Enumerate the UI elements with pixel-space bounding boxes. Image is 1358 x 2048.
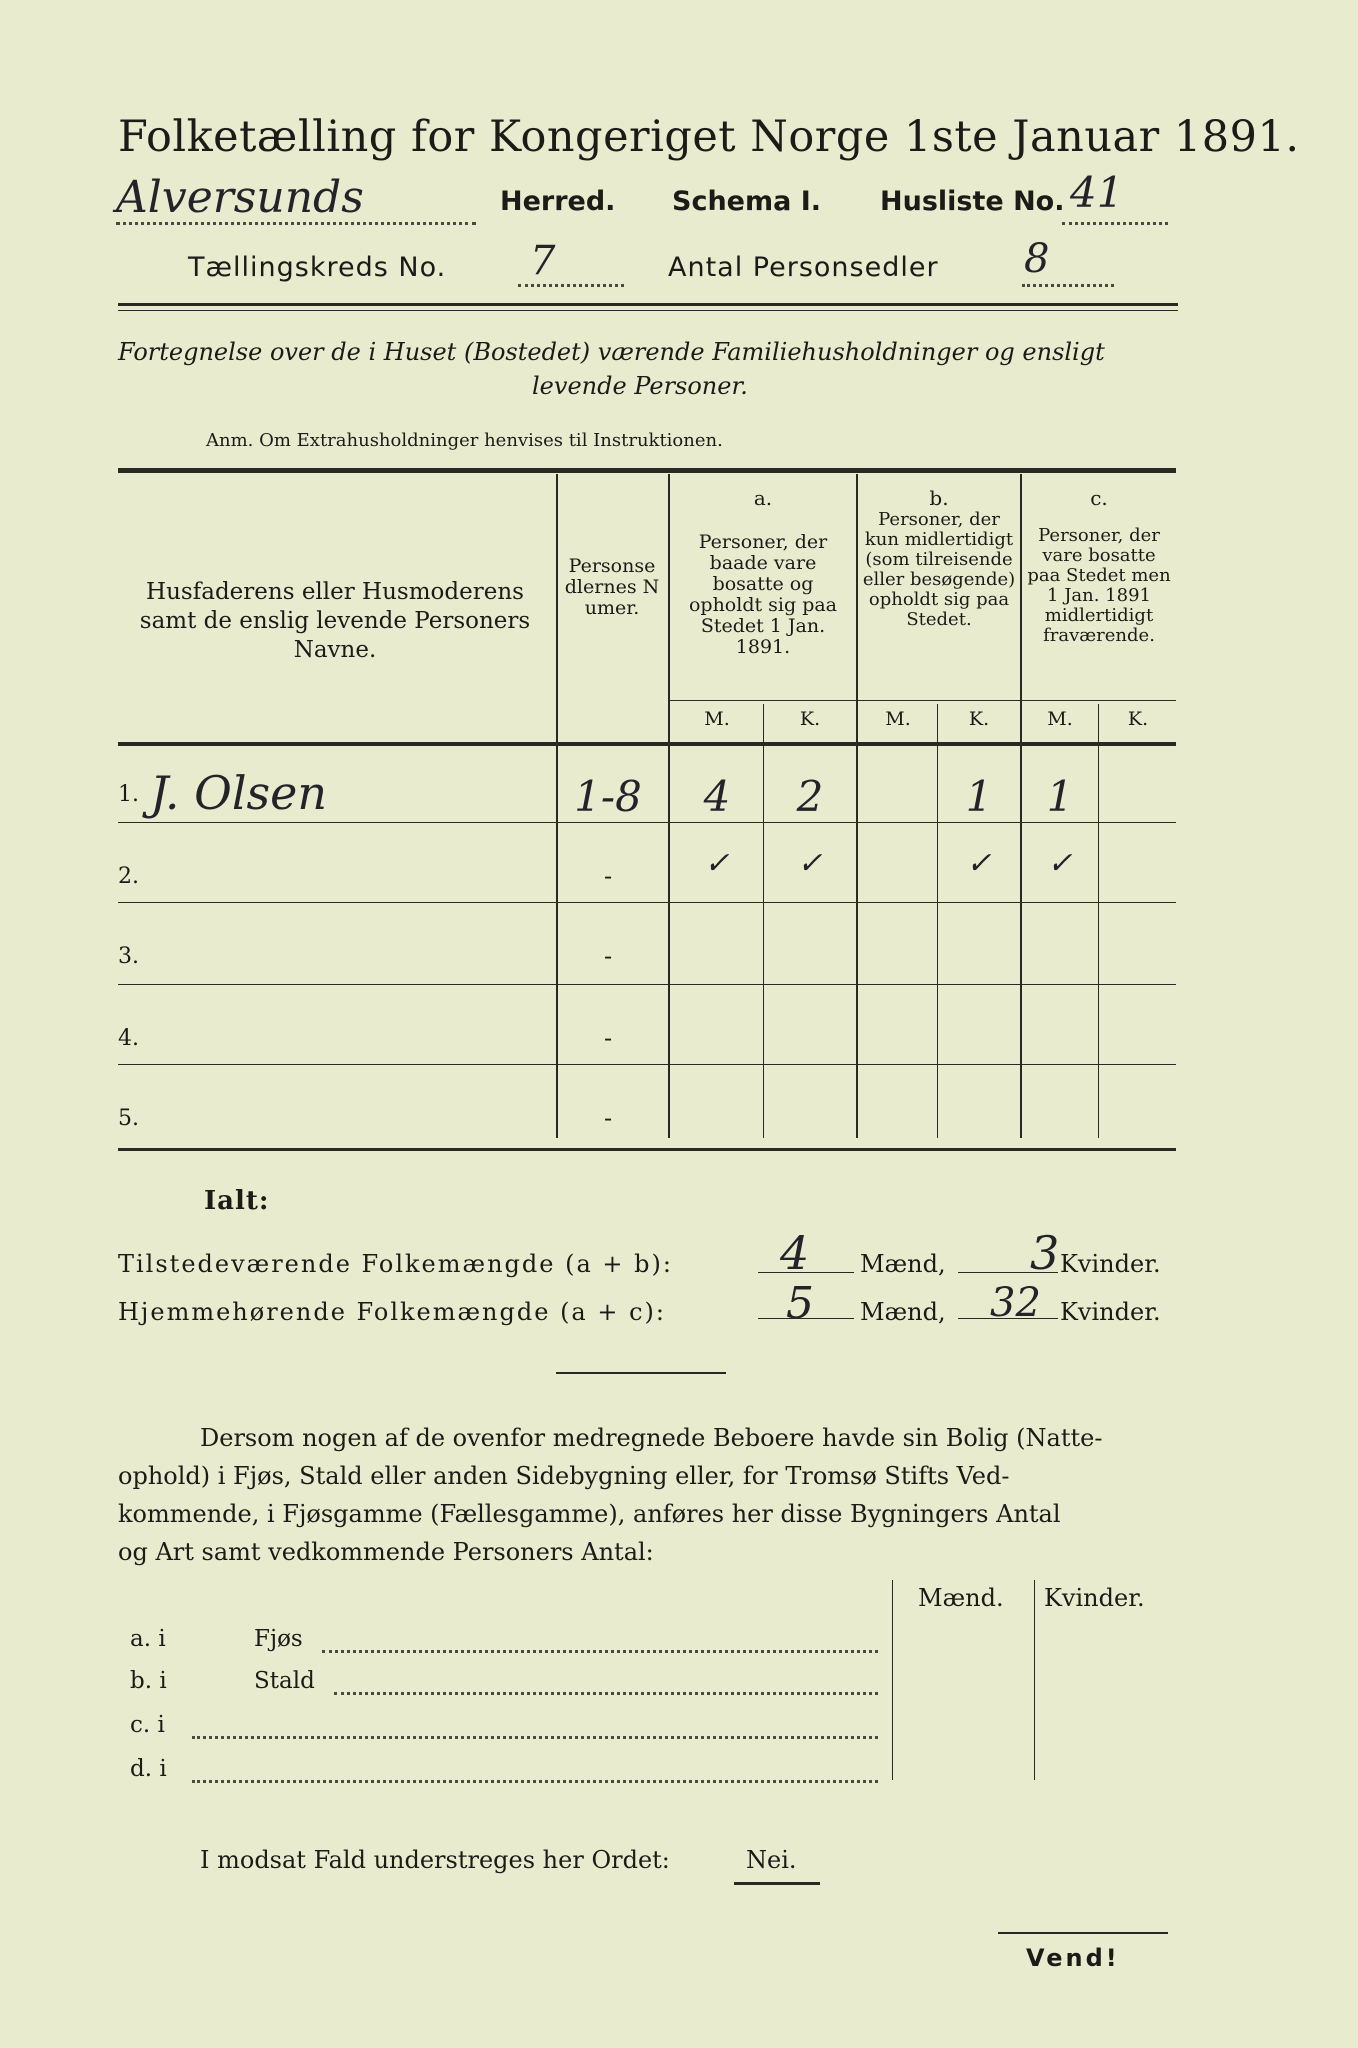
building-letter: c. i — [130, 1712, 165, 1738]
kreds-value: 7 — [530, 238, 556, 284]
col-a-header: Personer, der baade vare bosatte og opholdt sig paa Stedet 1 Jan. 1891. — [688, 531, 838, 658]
buildings-text-2: ophold) i Fjøs, Stald eller anden Sidebygning eller, for Tromsø Stifts Ved- — [118, 1462, 1010, 1490]
buildings-text-4: og Art samt vedkommende Personers Antal: — [118, 1538, 654, 1566]
kreds-label: Tællingskreds No. — [188, 252, 447, 283]
tilst-maend: 4 — [780, 1226, 810, 1280]
b-m-label: M. — [885, 708, 911, 730]
row-a-k: 2 — [796, 772, 824, 821]
modsat-text: I modsat Fald understreges her Ordet: — [200, 1846, 670, 1874]
nei-underline — [734, 1882, 820, 1885]
a-m-label: M. — [704, 708, 730, 730]
header-rule — [118, 303, 1178, 306]
col-a-letter: a. — [753, 486, 773, 510]
table-top-rule — [118, 468, 1176, 473]
row-numer: 1-8 — [574, 772, 642, 821]
anm-note: Anm. Om Extrahusholdninger henvises til Instruktionen. — [206, 430, 723, 451]
row-b-k: ✓ — [966, 846, 992, 881]
tilst-kvinder: 3 — [1030, 1226, 1060, 1280]
hjemme-kvinder-label: Kvinder. — [1060, 1298, 1161, 1326]
table-header-rule — [118, 742, 1176, 746]
b-k-label: K. — [968, 708, 990, 730]
row-numer: - — [603, 1104, 613, 1132]
tilst-maend-label: Mænd, — [860, 1250, 946, 1278]
c-k-label: K. — [1127, 708, 1149, 730]
row-b-k: 1 — [965, 772, 993, 821]
col-name-header: Husfaderens eller Husmoderens samt de enslig levende Personers Navne. — [139, 579, 531, 663]
vend-label: Vend! — [1026, 1944, 1120, 1972]
col-c-letter: c. — [1090, 486, 1108, 510]
c-m-label: M. — [1047, 708, 1073, 730]
row-number: 3. — [118, 944, 139, 969]
row-number: 4. — [118, 1026, 139, 1051]
row-a-m: ✓ — [704, 846, 730, 881]
hjemme-kvinder: 32 — [990, 1280, 1041, 1326]
nei-word: Nei. — [746, 1846, 797, 1874]
personsedler-value: 8 — [1024, 236, 1050, 282]
row-a-m: 4 — [703, 772, 731, 821]
buildings-maend-header: Mænd. — [918, 1584, 1004, 1612]
row-number: 2. — [118, 864, 139, 889]
husliste-label: Husliste No. — [880, 186, 1065, 217]
building-label: Fjøs — [254, 1626, 303, 1652]
row-c-m: 1 — [1046, 772, 1074, 821]
row-number: 1. — [118, 782, 139, 807]
herred-label: Herred. — [500, 186, 616, 217]
row-a-k: ✓ — [797, 846, 823, 881]
tilst-kvinder-label: Kvinder. — [1060, 1250, 1161, 1278]
row-numer: - — [603, 1024, 613, 1052]
row-numer: - — [603, 862, 613, 890]
col-b-letter: b. — [929, 486, 949, 510]
building-letter: b. i — [130, 1668, 167, 1694]
husliste-value: 41 — [1070, 168, 1124, 217]
a-k-label: K. — [799, 708, 821, 730]
building-letter: a. i — [130, 1626, 166, 1652]
col-c-header: Personer, der vare bosatte paa Stedet men 1 Jan. 1891 midlertidigt fraværende. — [1027, 525, 1171, 646]
row-numer: - — [603, 942, 613, 970]
row-number: 5. — [118, 1106, 139, 1131]
buildings-text-1: Dersom nogen af de ovenfor medregnede Beboere havde sin Bolig (Natte- — [200, 1424, 1103, 1452]
form-title: Folketælling for Kongeriget Norge 1ste Januar 1891. — [118, 112, 1300, 162]
row-name: J. Olsen — [150, 766, 327, 820]
personsedler-label: Antal Personsedler — [668, 252, 939, 283]
buildings-kvinder-header: Kvinder. — [1044, 1584, 1145, 1612]
intro-line1: Fortegnelse over de i Huset (Bostedet) værende Familiehusholdninger og ensligt — [118, 338, 1105, 366]
hjemme-maend: 5 — [786, 1278, 814, 1329]
building-label: Stald — [254, 1668, 315, 1694]
hjemme-label: Hjemmehørende Folkemængde (a + c): — [118, 1298, 666, 1326]
col-b-header: Personer, der kun midlertidigt (som tilreisende eller besøgende) opholdt sig paa Stedet. — [862, 509, 1016, 630]
buildings-text-3: kommende, i Fjøsgamme (Fællesgamme), anføres her disse Bygningers Antal — [118, 1500, 1061, 1528]
herred-value: Alversunds — [116, 172, 364, 223]
tilst-label: Tilstedeværende Folkemængde (a + b): — [118, 1250, 673, 1278]
hjemme-maend-label: Mænd, — [860, 1298, 946, 1326]
separator-rule — [556, 1372, 726, 1374]
table-bottom-rule — [118, 1148, 1176, 1151]
row-c-m: ✓ — [1047, 846, 1073, 881]
intro-line2: levende Personer. — [532, 372, 748, 400]
building-letter: d. i — [130, 1756, 167, 1782]
schema-label: Schema I. — [672, 186, 822, 217]
ialt-label: Ialt: — [204, 1186, 270, 1216]
col-numer-header: Personsedlernes Numer. — [564, 555, 660, 619]
